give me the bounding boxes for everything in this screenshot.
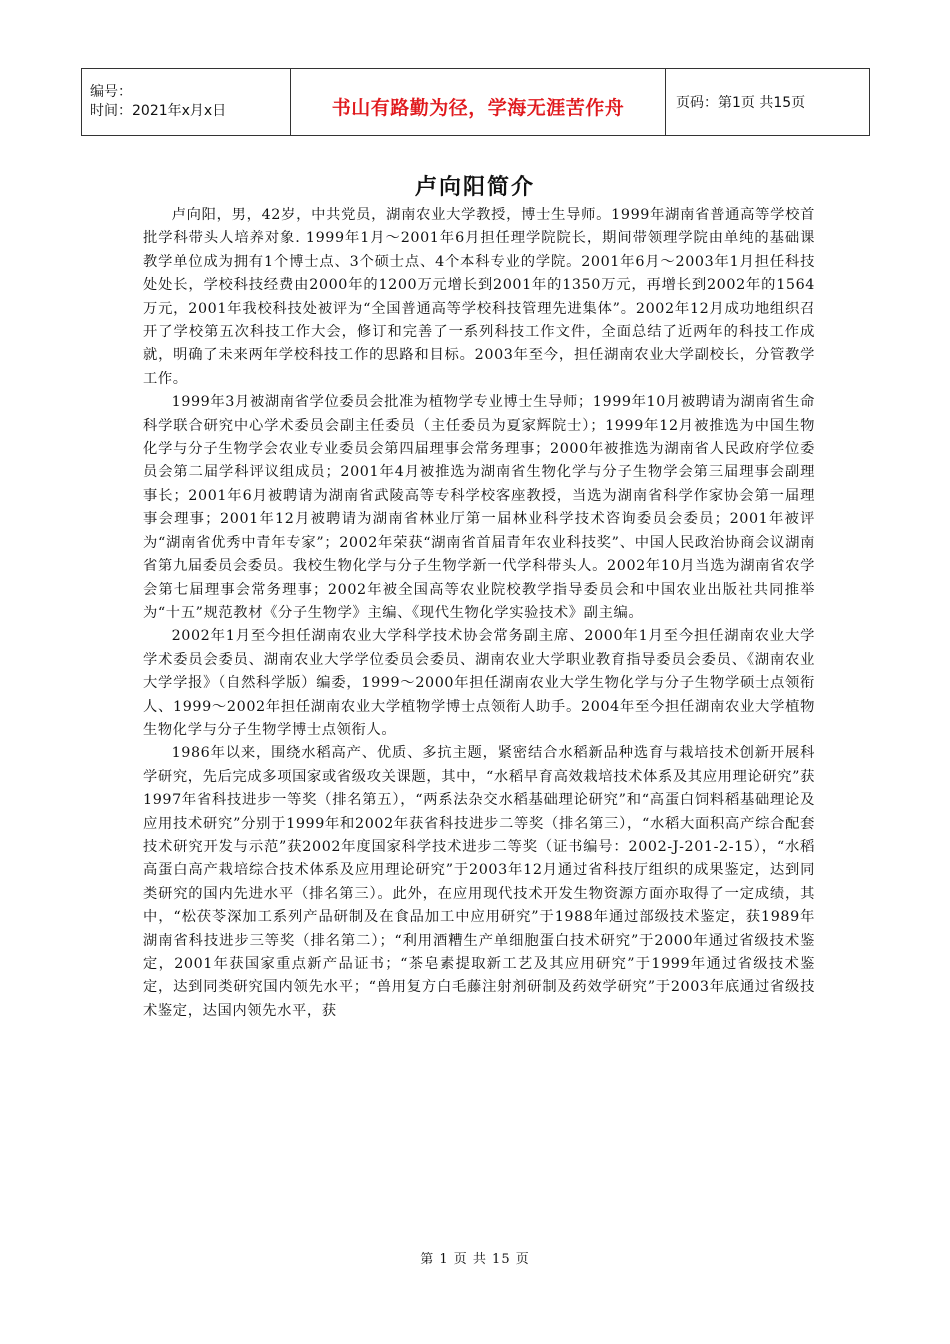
body-paragraph: 1999年3月被湖南省学位委员会批准为植物学专业博士生导师；1999年10月被聘请为湖南省生命科学联合研究中心学术委员会副主任委员（主任委员为夏家辉院士）；1999年12月被推选为中国生物化学与分子生物学会农业专业委员会第四届理事会常务理事；2000年被推选为湖南省人民政府学位委员会第二届学科评议组成员；2001年4月被推选为湖南省生物化学与分子生物学会第三届理事会副理事长；2001年6月被聘请为湖南省武陵高等专科学校客座教授，当选为湖南省科学作家协会第一届理事会理事；2001年12月被聘请为湖南省林业厅第一届林业科学技术咨询委员会委员；2001年被评为“湖南省优秀中青年专家”；2002年荣获“湖南省首届青年农业科技奖”、中国人民政治协商会议湖南省第九届委员会委员。我校生物化学与分子生物学新一代学科带头人。2002年10月当选为湖南省农学会第七届理事会常务理事；2002年被全国高等农业院校教学指导委员会和中国农业出版社共同推举为“十五”规范教材《分子生物学》主编、《现代生物化学实验技术》副主编。 [143,394,815,621]
document-time-label: 时间：2021年x月x日 [90,103,227,119]
header-page-info: 页码：第1页 共15页 [666,69,870,136]
document-number-label: 编号： [90,84,132,100]
header-meta-cell [82,69,291,136]
body-paragraph: 卢向阳，男，42岁，中共党员，湖南农业大学教授，博士生导师。1999年湖南省普通高等学校首批学科带头人培养对象. 1999年1月～2001年6月担任理学院院长，期间带领理学院由单纯的基础课教学单位成为拥有1个博士点、3个硕士点、4个本科专业的学院。2001年6月～2003年1月担任科技处处长，学校科技经费由2000年的1200万元增长到2001年的1350万元，再增长到2002年的1564万元，2001年我校科技处被评为“全国普通高等学校科技管理先进集体”。2002年12月成功地组织召开了学校第五次科技工作大会，修订和完善了一系列科技工作文件，全面总结了近两年的科技工作成就，明确了未来两年学校科技工作的思路和目标。2003年至今，担任湖南农业大学副校长，分管教学工作。 [143,207,815,387]
page-footer: 第 1 页 共 15 页 [420,1252,530,1267]
document-body [143,204,815,1023]
body-paragraph: 1986年以来，围绕水稻高产、优质、多抗主题，紧密结合水稻新品种选育与栽培技术创新开展科学研究，先后完成多项国家或省级攻关课题，其中，“水稻早育高效栽培技术体系及其应用理论研究”获1997年省科技进步一等奖（排名第五），“两系法杂交水稻基础理论研究”和“高蛋白饲料稻基础理论及应用技术研究”分别于1999年和2002年获省科技进步二等奖（排名第三），“水稻大面积高产综合配套技术研究开发与示范”获2002年度国家科学技术进步二等奖（证书编号：2002-J-201-2-15），“水稻高蛋白高产栽培综合技术体系及应用理论研究”于2003年12月通过省科技厅组织的成果鉴定，达到同类研究的国内先进水平（排名第三）。此外，在应用现代技术开发生物资源方面亦取得了一定成绩，其中，“松茯苓深加工系列产品研制及在食品加工中应用研究”于1988年通过部级技术鉴定，获1989年湖南省科技进步三等奖（排名第二）；“利用酒糟生产单细胞蛋白技术研究”于2000年通过省级技术鉴定，2001年获国家重点新产品证书；“茶皂素提取新工艺及其应用研究”于1999年通过省级技术鉴定，达到同类研究国内领先水平；“兽用复方白毛藤注射剂研制及药效学研究”于2003年底通过省级技术鉴定，达国内领先水平，获 [143,745,815,1019]
body-paragraph: 2002年1月至今担任湖南农业大学科学技术协会常务副主席、2000年1月至今担任湖南农业大学学术委员会委员、湖南农业大学学位委员会委员、湖南农业大学职业教育指导委员会委员、《湖南农业大学学报》（自然科学版）编委，1999～2000年担任湖南农业大学生物化学与分子生物学硕士点领衔人、1999～2002年担任湖南农业大学植物学博士点领衔人助手。2004年至今担任湖南农业大学植物生物化学与分子生物学博士点领衔人。 [143,628,815,738]
header-motto: 书山有路勤为径，学海无涯苦作舟 [291,69,666,136]
document-title: 卢向阳简介 [414,175,535,200]
header-table [81,68,870,136]
